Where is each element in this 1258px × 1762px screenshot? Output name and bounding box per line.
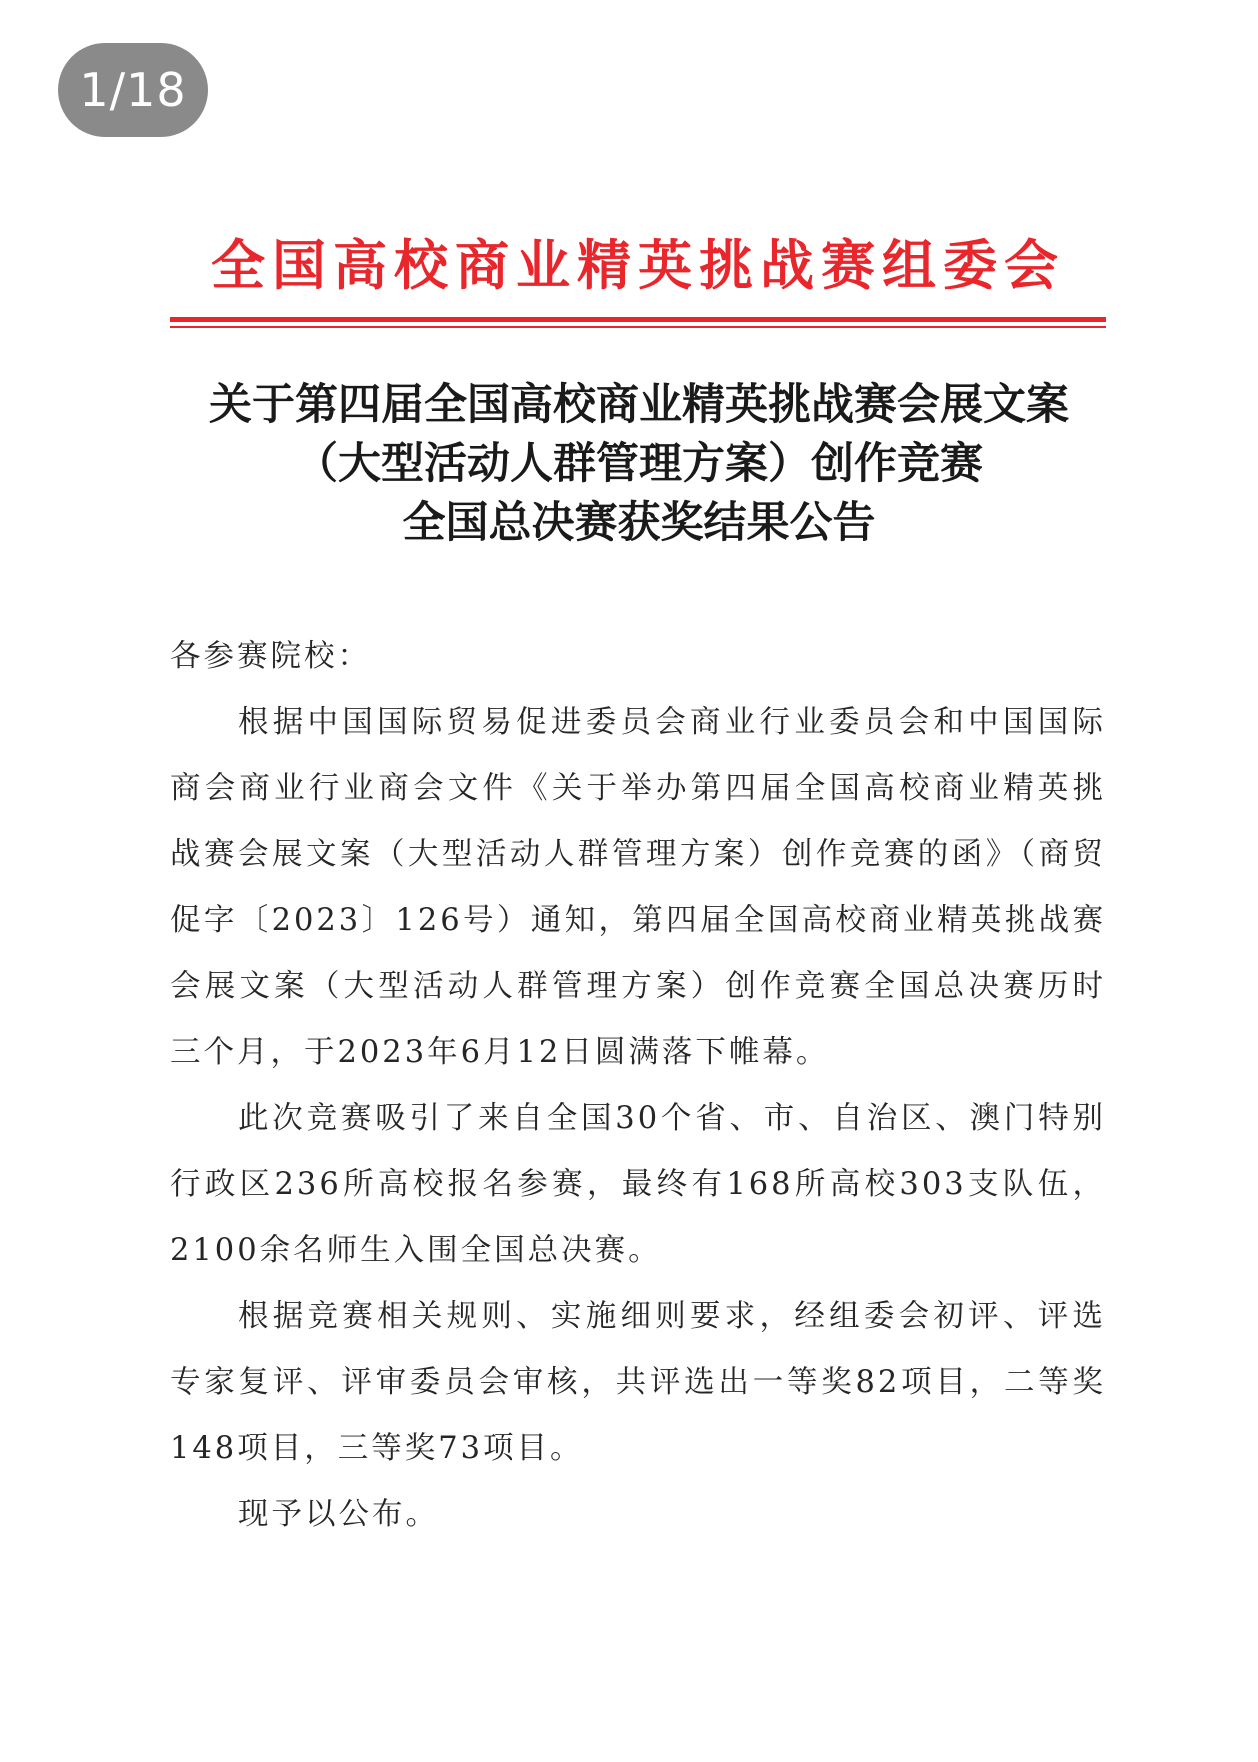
paragraph-announcement: 现予以公布。: [238, 1497, 439, 1532]
page-indicator: 1/18: [58, 43, 208, 137]
paragraph-background: 根据中国国际贸易促进委员会商业行业委员会和中国国际商会商业行业商会文件《关于举办第四届全国高校商业精英挑战赛会展文案（大型活动人群管理方案）创作竞赛的函》（商贸促字〔2023〕126号）通知，第四届全国高校商业精英挑战赛会展文案（大型活动人群管理方案）创作竞赛全国总决赛历时三个月，于2023年6月12日圆满落下帷幕。: [170, 705, 1106, 1070]
document-body: [170, 624, 1106, 1548]
title-line-2: （大型活动人群管理方案）创作竞赛: [295, 439, 983, 489]
masthead-rule-thick: [170, 317, 1106, 322]
masthead-organization: 全国高校商业精英挑战赛组委会: [211, 234, 1065, 297]
title-line-1: 关于第四届全国高校商业精英挑战赛会展文案: [209, 380, 1069, 430]
paragraph-participation: 此次竞赛吸引了来自全国30个省、市、自治区、澳门特别行政区236所高校报名参赛，最终有168所高校303支队伍，2100余名师生入围全国总决赛。: [170, 1101, 1106, 1268]
salutation: 各参赛院校：: [170, 639, 371, 674]
title-line-3: 全国总决赛获奖结果公告: [402, 498, 876, 548]
document-title: [150, 376, 1128, 553]
paragraph-awards: 根据竞赛相关规则、实施细则要求，经组委会初评、评选专家复评、评审委员会审核，共评选出一等奖82项目，二等奖148项目，三等奖73项目。: [170, 1299, 1106, 1466]
masthead-rule-thin: [170, 326, 1106, 328]
